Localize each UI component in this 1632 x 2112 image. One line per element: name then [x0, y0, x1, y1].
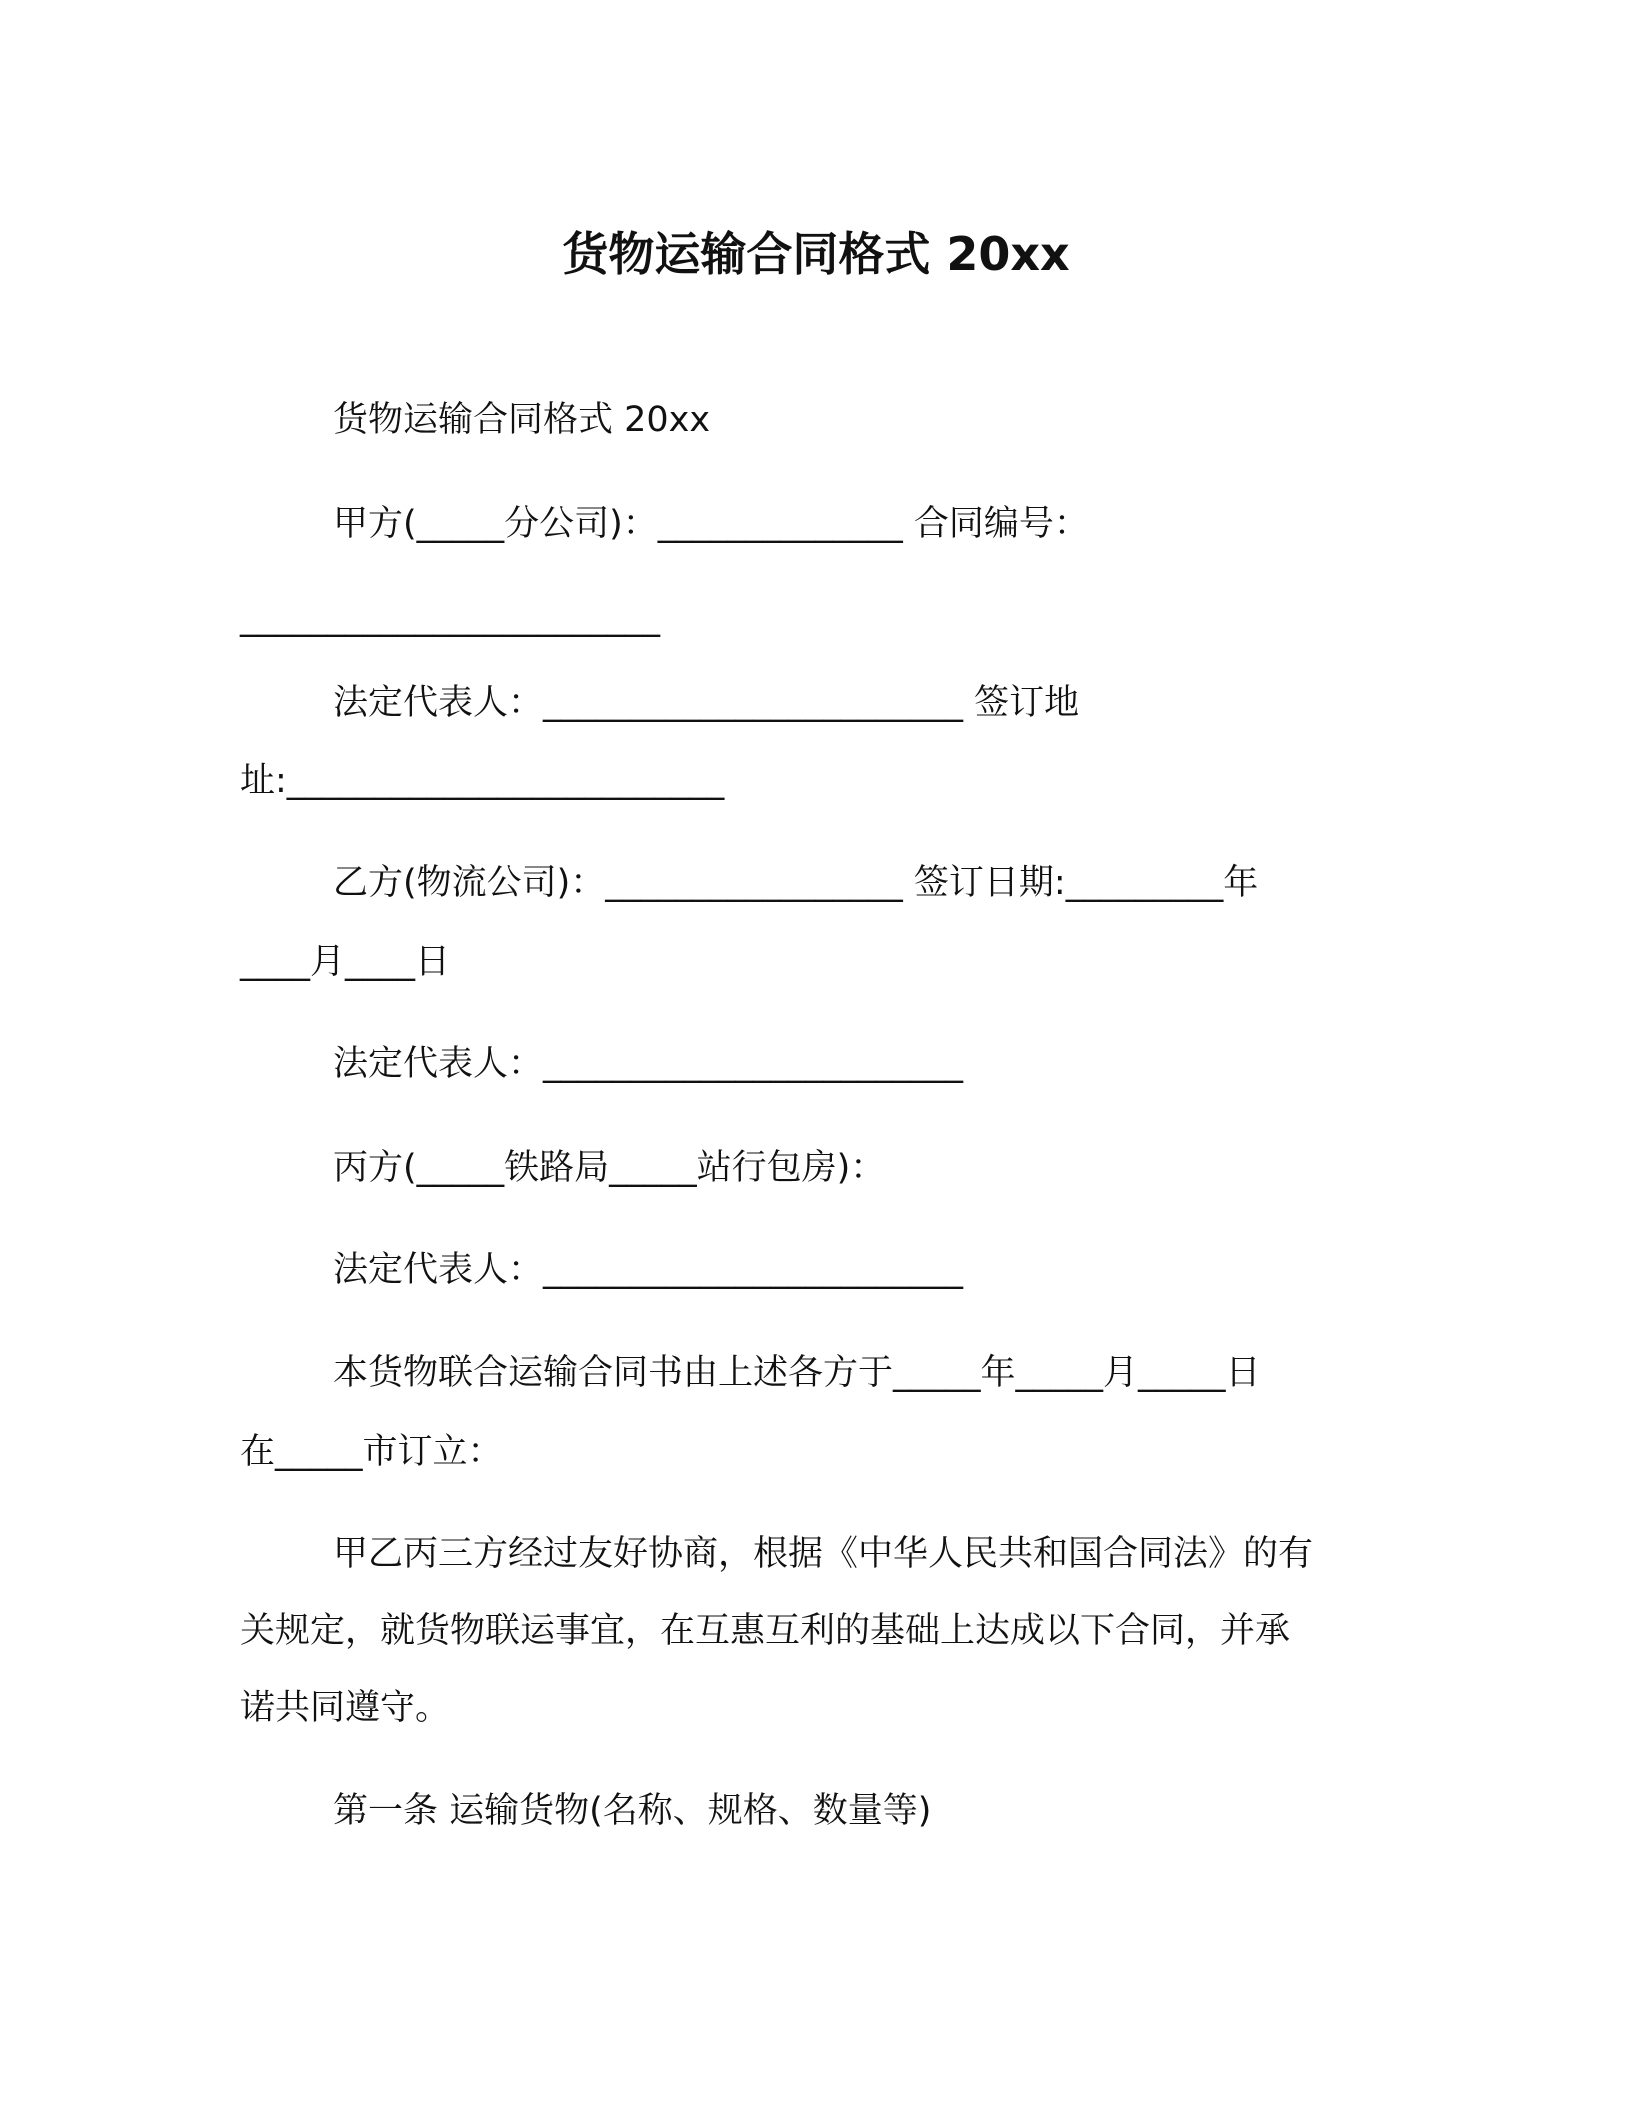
signing-address-line: 址:_________________________ [240, 761, 725, 801]
article-one-heading: 第一条 运输货物(名称、规格、数量等) [333, 1791, 932, 1831]
contract-signed-city-line: 在_____市订立： [240, 1432, 503, 1472]
contract-signed-date-line: 本货物联合运输合同书由上述各方于_____年_____月_____日 [333, 1353, 1261, 1393]
party-a-line: 甲方(_____分公司)：______________ 合同编号： [333, 504, 1089, 544]
party-c-line: 丙方(_____铁路局_____站行包房)： [333, 1148, 886, 1188]
party-b-representative-line: 法定代表人：________________________ [333, 1044, 964, 1084]
agreement-paragraph-line-2: 关规定，就货物联运事宜，在互惠互利的基础上达成以下合同，并承 [240, 1611, 1291, 1651]
subtitle-line: 货物运输合同格式 20xx [333, 400, 711, 440]
party-c-representative-line: 法定代表人：________________________ [333, 1250, 964, 1290]
agreement-paragraph-line-3: 诺共同遵守。 [240, 1688, 451, 1728]
party-b-line: 乙方(物流公司)：_________________ 签订日期:_________年 [333, 863, 1259, 903]
document-title: 货物运输合同格式 20xx [562, 227, 1070, 281]
signing-date-line: ____月____日 [240, 942, 451, 982]
agreement-paragraph-line-1: 甲乙丙三方经过友好协商，根据《中华人民共和国合同法》的有 [333, 1534, 1314, 1574]
party-a-representative-line: 法定代表人：________________________ 签订地 [333, 683, 1080, 723]
contract-number-blank: ________________________ [240, 598, 660, 638]
